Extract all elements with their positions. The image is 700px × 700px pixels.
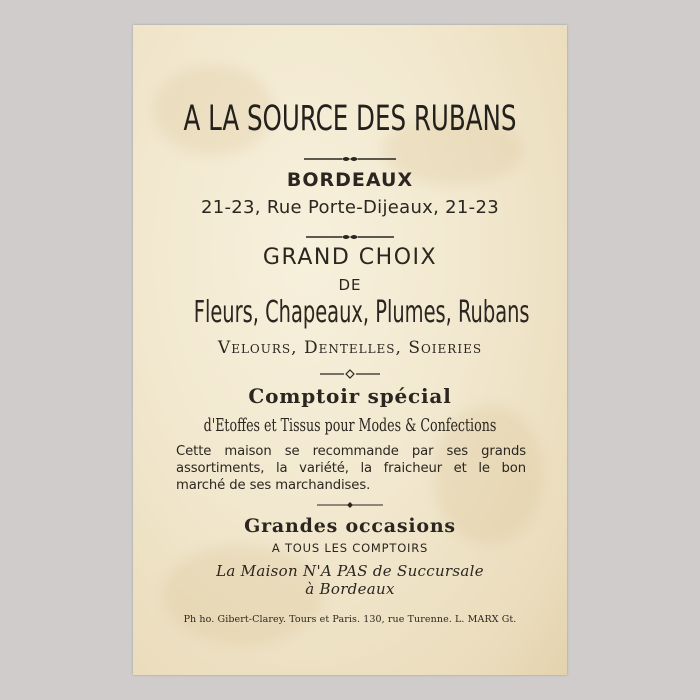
no-branch-notice: La Maison N'A PAS de Succursale — [216, 562, 484, 580]
street-address: 21-23, Rue Porte-Dijeaux, 21-23 — [201, 197, 499, 218]
special-counter-heading: Comptoir spécial — [248, 384, 452, 408]
ornament-divider — [318, 369, 382, 379]
location-notice: à Bordeaux — [305, 580, 395, 598]
products-list: Fleurs, Chapeaux, Plumes, Rubans — [193, 295, 530, 330]
ornament-divider — [315, 500, 385, 510]
all-counters-text: A TOUS LES COMPTOIRS — [271, 541, 429, 555]
de-text: DE — [338, 276, 362, 294]
printer-credit: Ph ho. Gibert-Clarey. Tours et Paris. 130, rue Turenne. L. MARX Gt. — [183, 614, 517, 625]
shop-title: A LA SOURCE DES RUBANS — [183, 99, 517, 139]
fabrics-line: d'Etoffes et Tissus pour Modes & Confections — [203, 415, 497, 436]
trade-card — [133, 25, 567, 675]
grand-choice-heading: GRAND CHOIX — [262, 245, 438, 270]
occasions-heading: Grandes occasions — [244, 515, 456, 537]
city-name: BORDEAUX — [286, 169, 414, 191]
shop-description: Cette maison se recommande par ses grands assortiments, la variété, la fraicheur et le bon marché de ses marchandises. — [176, 444, 526, 493]
ornament-divider — [302, 154, 398, 164]
materials-list: Velours, Dentelles, Soieries — [217, 338, 483, 358]
ornament-divider — [304, 232, 396, 242]
